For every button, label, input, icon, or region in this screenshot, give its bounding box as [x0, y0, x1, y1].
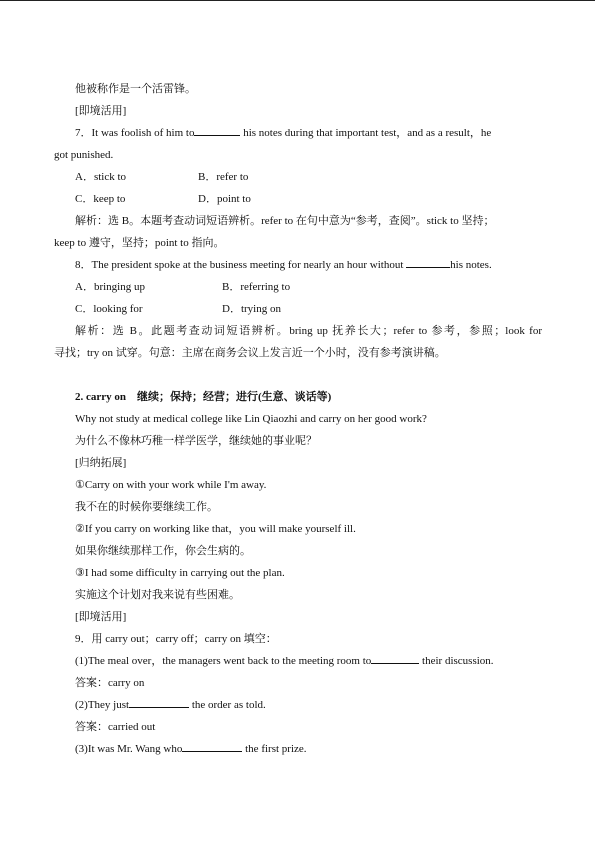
question-7-stem: 7．It was foolish of him to his notes during that important test，and as a result，he [54, 122, 542, 144]
answer-2: 答案：carried out [75, 721, 156, 733]
question-9-stem: 9．用 carry out；carry off；carry on 填空： [75, 633, 277, 645]
section-tag: [即境活用] [75, 611, 127, 623]
answer-blank [406, 255, 450, 268]
answer-1: 答案：carry on [75, 677, 145, 689]
question-8-explanation: 解析：选 B。此题考查动词短语辨析。bring up 抚养长大；refer to 参考，参照；look for [75, 325, 542, 337]
answer-blank [194, 123, 240, 136]
option-b: B．referring to [222, 281, 291, 293]
answer-blank [129, 695, 189, 708]
sentence-2: (2)They just the order as told. [54, 694, 542, 716]
option-d: D．trying on [222, 303, 281, 315]
option-a: A．stick to [75, 171, 127, 183]
answer-blank [182, 739, 242, 752]
example-3-en: ③I had some difficulty in carrying out the plan. [75, 567, 285, 579]
example-2-en: ②If you carry on working like that，you will make yourself ill. [75, 523, 356, 535]
question-8-options-row2 [54, 298, 542, 320]
option-c: C．looking for [75, 303, 143, 315]
option-a: A．bringing up [75, 281, 145, 293]
example-1-en: ①Carry on with your work while I'm away. [75, 479, 267, 491]
answer-blank [371, 651, 419, 664]
question-7-stem-cont: got punished. [54, 149, 114, 161]
example-en: Why not study at medical college like Lin Qiaozhi and carry on her good work? [75, 413, 427, 425]
sentence-3: (3)It was Mr. Wang who the first prize. [54, 738, 542, 760]
section-tag: [即境活用] [75, 105, 127, 117]
question-8-options-row1 [54, 276, 542, 298]
sentence-1: (1)The meal over，the managers went back to the meeting room to their discussion. [54, 650, 542, 672]
question-7-explanation: 解析：选 B。本题考查动词短语辨析。refer to 在句中意为“参考，查阅”。stick to 坚持； [75, 215, 495, 227]
option-d: D．point to [198, 193, 251, 205]
section-tag: [归纳拓展] [75, 457, 127, 469]
example-2-cn: 如果你继续那样工作，你会生病的。 [75, 545, 251, 557]
example-cn: 为什么不像林巧稚一样学医学，继续她的事业呢？ [75, 435, 317, 447]
top-rule [0, 0, 595, 1]
option-b: B．refer to [198, 171, 249, 183]
question-8-explanation-cont: 寻找；try on 试穿。句意：主席在商务会议上发言近一个小时，没有参考演讲稿。 [54, 347, 446, 359]
question-7-explanation-cont: keep to 遵守，坚持；point to 指向。 [54, 237, 225, 249]
example-1-cn: 我不在的时候你要继续工作。 [75, 501, 218, 513]
section-heading: 2. carry on 继续；保持；经营；进行(生意、谈话等) [75, 391, 332, 403]
question-8-stem: 8．The president spoke at the business meeting for nearly an hour without his notes. [54, 254, 542, 276]
spacer [54, 364, 542, 386]
question-7-options-row1 [54, 166, 542, 188]
example-3-cn: 实施这个计划对我来说有些困难。 [75, 589, 240, 601]
question-7-options-row2 [54, 188, 542, 210]
document-body [54, 78, 542, 760]
text-line: 他被称作是一个活雷锋。 [75, 83, 196, 95]
option-c: C．keep to [75, 193, 126, 205]
